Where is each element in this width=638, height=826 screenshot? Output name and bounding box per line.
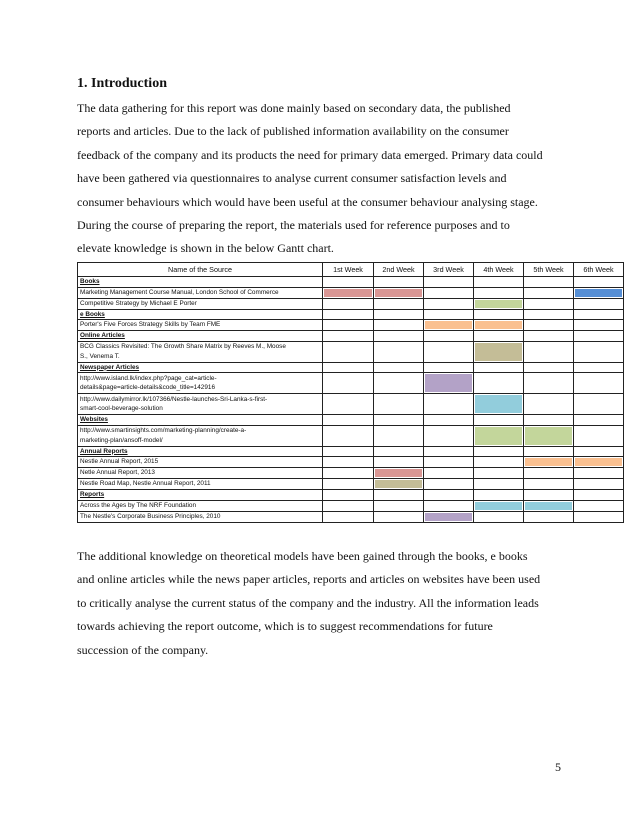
source-name <box>78 298 323 309</box>
gantt-bar <box>475 343 522 361</box>
week-1-cell <box>323 320 374 331</box>
source-name <box>78 468 323 479</box>
week-4-cell <box>474 511 524 522</box>
category-row <box>78 415 624 426</box>
week-6-cell <box>574 331 624 342</box>
header-week-1: 1st Week <box>323 263 374 277</box>
gantt-body <box>78 277 624 523</box>
week-4-cell <box>474 320 524 331</box>
week-5-cell <box>524 425 574 446</box>
gantt-bar <box>475 395 522 413</box>
week-2-cell <box>374 468 424 479</box>
week-1-cell <box>323 468 374 479</box>
closing-paragraph <box>77 545 577 662</box>
gantt-bar <box>375 469 422 477</box>
source-text-line: Competitive Strategy by Michael E Porter <box>80 299 197 307</box>
week-5-cell <box>524 468 574 479</box>
week-6-cell <box>574 457 624 468</box>
week-4-cell <box>474 331 524 342</box>
week-5-cell <box>524 362 574 373</box>
gantt-chart-table <box>77 262 624 523</box>
source-name <box>78 320 323 331</box>
week-4-cell <box>474 468 524 479</box>
week-2-cell <box>374 341 424 362</box>
week-6-cell <box>574 511 624 522</box>
week-4-cell <box>474 341 524 362</box>
text-line: elevate knowledge is shown in the below Gantt chart. <box>77 241 334 256</box>
week-1-cell <box>323 500 374 511</box>
week-1-cell <box>323 457 374 468</box>
category-row <box>78 446 624 457</box>
source-name <box>78 500 323 511</box>
week-5-cell <box>524 511 574 522</box>
week-2-cell <box>374 425 424 446</box>
week-3-cell <box>424 415 474 426</box>
week-3-cell <box>424 287 474 298</box>
source-row <box>78 479 624 490</box>
week-3-cell <box>424 479 474 490</box>
gantt-bar <box>525 502 572 510</box>
gantt-bar <box>575 289 622 297</box>
source-row <box>78 373 624 394</box>
source-name <box>78 287 323 298</box>
text-line: During the course of preparing the report, the materials used for reference purposes and to <box>77 218 510 233</box>
week-6-cell <box>574 341 624 362</box>
week-2-cell <box>374 394 424 415</box>
category-row <box>78 277 624 288</box>
week-6-cell <box>574 425 624 446</box>
week-5-cell <box>524 500 574 511</box>
week-5-cell <box>524 415 574 426</box>
week-4-cell <box>474 373 524 394</box>
gantt-bar <box>475 300 522 308</box>
week-2-cell <box>374 511 424 522</box>
source-text-line: Websites <box>80 416 108 423</box>
source-text-line: Online Articles <box>80 332 125 339</box>
week-2-cell <box>374 446 424 457</box>
header-week-3: 3rd Week <box>424 263 474 277</box>
category-label <box>78 446 323 457</box>
week-2-cell <box>374 362 424 373</box>
source-text-line: e Books <box>80 310 105 318</box>
source-name <box>78 511 323 522</box>
week-2-cell <box>374 287 424 298</box>
week-5-cell <box>524 373 574 394</box>
source-name <box>78 341 323 362</box>
source-text-line: http://www.smartinsights.com/marketing-planning/create-a- <box>80 427 247 434</box>
gantt-bar <box>475 502 522 510</box>
source-row <box>78 298 624 309</box>
week-4-cell <box>474 479 524 490</box>
week-6-cell <box>574 309 624 320</box>
source-text-line: Porter's Five Forces Strategy Skills by Team FME <box>80 321 221 329</box>
header-week-2: 2nd Week <box>374 263 424 277</box>
category-row <box>78 490 624 501</box>
week-3-cell <box>424 277 474 288</box>
week-5-cell <box>524 320 574 331</box>
source-text-line: Reports <box>80 491 105 498</box>
week-5-cell <box>524 287 574 298</box>
source-row <box>78 341 624 362</box>
week-5-cell <box>524 277 574 288</box>
category-label <box>78 309 323 320</box>
gantt-bar <box>425 374 472 392</box>
text-line: consumer behaviours which would have been useful at the consumer behaviour analysing stage. <box>77 194 538 209</box>
source-row <box>78 468 624 479</box>
week-4-cell <box>474 425 524 446</box>
week-3-cell <box>424 394 474 415</box>
week-5-cell <box>524 309 574 320</box>
source-text-line: http://www.dailymirror.lk/107366/Nestle-launches-Sri-Lanka-s-first- <box>80 395 268 403</box>
week-4-cell <box>474 287 524 298</box>
category-row <box>78 309 624 320</box>
category-row <box>78 362 624 373</box>
category-label <box>78 331 323 342</box>
week-1-cell <box>323 394 374 415</box>
week-3-cell <box>424 331 474 342</box>
category-label <box>78 277 323 288</box>
category-label <box>78 362 323 373</box>
source-text-line: Annual Reports <box>80 447 128 455</box>
week-2-cell <box>374 490 424 501</box>
week-6-cell <box>574 298 624 309</box>
week-6-cell <box>574 500 624 511</box>
week-3-cell <box>424 425 474 446</box>
source-text-line: Marketing Management Course Manual, London School of Commerce <box>80 288 279 296</box>
week-6-cell <box>574 373 624 394</box>
source-text-line: Books <box>80 278 100 285</box>
text-line: The data gathering for this report was done mainly based on secondary data, the published <box>77 101 511 115</box>
source-text-line: smart-cool-beverage-solution <box>80 405 163 412</box>
week-2-cell <box>374 320 424 331</box>
source-name <box>78 457 323 468</box>
week-1-cell <box>323 446 374 457</box>
week-3-cell <box>424 511 474 522</box>
source-row <box>78 500 624 511</box>
week-6-cell <box>574 468 624 479</box>
page-number: 5 <box>555 760 561 774</box>
week-4-cell <box>474 309 524 320</box>
gantt-bar <box>575 458 622 466</box>
text-line: reports and articles. Due to the lack of published information availability on the consumer <box>77 124 509 139</box>
week-1-cell <box>323 511 374 522</box>
week-1-cell <box>323 309 374 320</box>
text-line: towards achieving the report outcome, which is to suggest recommendations for future <box>77 619 493 634</box>
week-5-cell <box>524 457 574 468</box>
week-1-cell <box>323 373 374 394</box>
category-label <box>78 490 323 501</box>
week-6-cell <box>574 362 624 373</box>
week-2-cell <box>374 500 424 511</box>
week-1-cell <box>323 490 374 501</box>
week-4-cell <box>474 298 524 309</box>
text-line: have been gathered via questionnaires to analyse current consumer satisfaction levels and <box>77 171 507 186</box>
week-5-cell <box>524 341 574 362</box>
source-text-line: details&page=article-details&code_title=142916 <box>80 384 216 391</box>
week-6-cell <box>574 287 624 298</box>
gantt-bar <box>425 321 472 329</box>
gantt-bar <box>475 321 522 329</box>
gantt-bar <box>525 458 572 466</box>
text-line: succession of the company. <box>77 642 209 657</box>
week-3-cell <box>424 362 474 373</box>
header-source: Name of the Source <box>78 263 323 277</box>
week-4-cell <box>474 415 524 426</box>
source-text-line: Across the Ages by The NRF Foundation <box>80 501 197 509</box>
week-3-cell <box>424 309 474 320</box>
week-3-cell <box>424 320 474 331</box>
week-4-cell <box>474 490 524 501</box>
source-text-line: Nestle Road Map, Nestle Annual Report, 2011 <box>80 480 211 488</box>
week-6-cell <box>574 446 624 457</box>
text-line: to critically analyse the current status of the company and the industry. All the information leads <box>77 595 539 610</box>
week-5-cell <box>524 490 574 501</box>
text-line: feedback of the company and its products the need for primary data emerged. Primary data could <box>77 147 543 162</box>
header-week-6: 6th Week <box>574 263 624 277</box>
gantt-bar <box>475 427 522 445</box>
week-3-cell <box>424 341 474 362</box>
week-4-cell <box>474 362 524 373</box>
gantt-bar <box>324 289 372 297</box>
source-name <box>78 373 323 394</box>
week-1-cell <box>323 277 374 288</box>
week-4-cell <box>474 394 524 415</box>
intro-paragraph <box>77 97 577 261</box>
source-text-line: http://www.island.lk/index.php?page_cat=article- <box>80 374 217 382</box>
week-4-cell <box>474 457 524 468</box>
source-row <box>78 394 624 415</box>
source-text-line: Newspaper Articles <box>80 363 140 371</box>
week-4-cell <box>474 500 524 511</box>
week-6-cell <box>574 479 624 490</box>
week-3-cell <box>424 490 474 501</box>
gantt-bar <box>375 289 422 297</box>
week-2-cell <box>374 457 424 468</box>
week-2-cell <box>374 277 424 288</box>
week-4-cell <box>474 277 524 288</box>
source-row <box>78 457 624 468</box>
gantt-bar <box>375 480 422 488</box>
week-3-cell <box>424 468 474 479</box>
week-2-cell <box>374 298 424 309</box>
source-row <box>78 287 624 298</box>
week-1-cell <box>323 331 374 342</box>
text-line: The additional knowledge on theoretical models have been gained through the books, e books <box>77 549 528 563</box>
source-text-line: Netle Annual Report, 2013 <box>80 469 155 477</box>
header-week-5: 5th Week <box>524 263 574 277</box>
week-6-cell <box>574 415 624 426</box>
week-2-cell <box>374 309 424 320</box>
week-3-cell <box>424 446 474 457</box>
gantt-bar <box>525 427 572 445</box>
week-5-cell <box>524 331 574 342</box>
source-row <box>78 320 624 331</box>
week-2-cell <box>374 479 424 490</box>
week-6-cell <box>574 394 624 415</box>
week-3-cell <box>424 500 474 511</box>
week-2-cell <box>374 331 424 342</box>
week-5-cell <box>524 298 574 309</box>
week-1-cell <box>323 362 374 373</box>
week-4-cell <box>474 446 524 457</box>
source-text-line: marketing-plan/ansoff-model/ <box>80 436 163 444</box>
section-heading: 1. Introduction <box>77 76 167 91</box>
week-2-cell <box>374 373 424 394</box>
header-week-4: 4th Week <box>474 263 524 277</box>
source-name <box>78 479 323 490</box>
week-1-cell <box>323 287 374 298</box>
source-name <box>78 425 323 446</box>
week-1-cell <box>323 341 374 362</box>
week-3-cell <box>424 298 474 309</box>
week-6-cell <box>574 320 624 331</box>
week-1-cell <box>323 425 374 446</box>
week-1-cell <box>323 479 374 490</box>
week-1-cell <box>323 298 374 309</box>
category-label <box>78 415 323 426</box>
category-row <box>78 331 624 342</box>
source-row <box>78 425 624 446</box>
week-5-cell <box>524 446 574 457</box>
source-name <box>78 394 323 415</box>
source-text-line: BCG Classics Revisited: The Growth Share Matrix by Reeves M., Moose <box>80 343 286 350</box>
table-header-row <box>78 263 624 277</box>
source-row <box>78 511 624 522</box>
gantt-bar <box>425 513 472 521</box>
week-3-cell <box>424 457 474 468</box>
week-3-cell <box>424 373 474 394</box>
week-6-cell <box>574 277 624 288</box>
source-text-line: The Nestle's Corporate Business Principles, 2010 <box>80 512 221 520</box>
week-5-cell <box>524 394 574 415</box>
text-line: and online articles while the news paper articles, reports and articles on websites have been used <box>77 572 541 587</box>
week-1-cell <box>323 415 374 426</box>
source-text-line: S., Venema T. <box>80 352 120 360</box>
week-6-cell <box>574 490 624 501</box>
week-5-cell <box>524 479 574 490</box>
week-2-cell <box>374 415 424 426</box>
source-text-line: Nestle Annual Report, 2015 <box>80 458 159 466</box>
